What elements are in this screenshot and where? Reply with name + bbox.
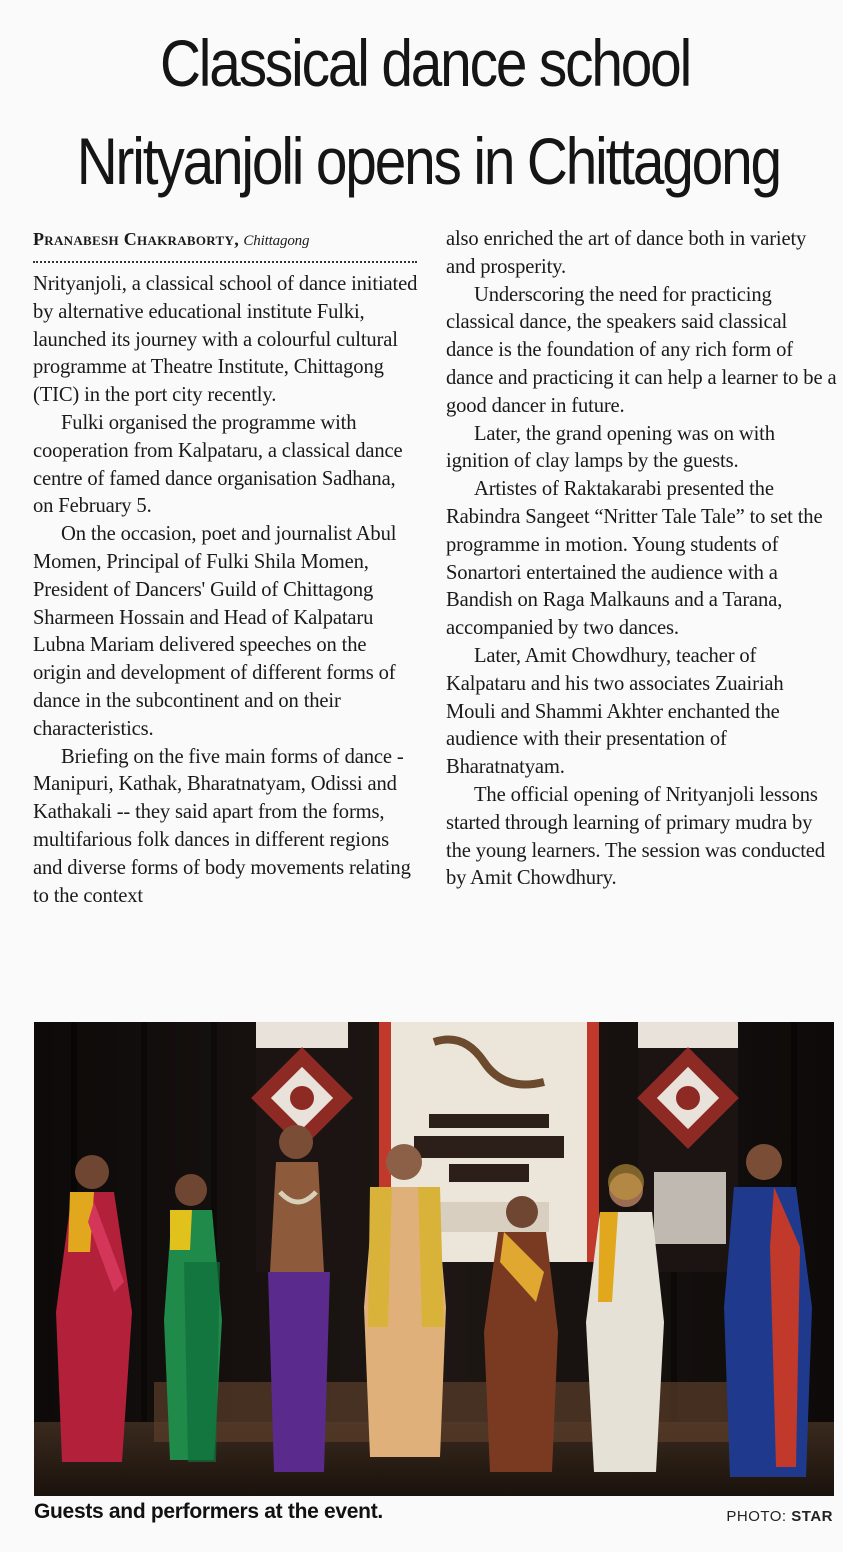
byline	[33, 226, 419, 254]
photo-caption: Guests and performers at the event.	[34, 1500, 383, 1523]
article-column-left	[33, 226, 419, 910]
paragraph: Later, the grand opening was on with ignition of clay lamps by the guests.	[446, 422, 775, 473]
headline	[76, 14, 780, 210]
paragraph: Briefing on the five main forms of dance - Manipuri, Kathak, Bharatnatyam, Odissi and Kathakali -- they said apart from the forms, multifarious folk dances in different regions and diverse forms of body movements relating to the context	[33, 745, 411, 907]
byline-location: Chittagong	[243, 233, 310, 249]
photo-credit-label: PHOTO:	[726, 1508, 787, 1525]
person-guest-1	[364, 1144, 446, 1457]
event-photo-illustration	[34, 1022, 834, 1496]
photo-credit-source: STAR	[791, 1508, 833, 1525]
byline-author: Pranabesh Chakraborty,	[33, 229, 239, 249]
paragraph: Later, Amit Chowdhury, teacher of Kalpataru and his two associates Zuairiah Mouli and Shammi Akhter enchanted the audience with their presentation of Bharatnatyam.	[446, 644, 784, 779]
paragraph: On the occasion, poet and journalist Abul Momen, Principal of Fulki Shila Momen, President of Dancers' Guild of Chittagong Sharmeen Hossain and Head of Kalpataru Lubna Mariam delivered speeches on the origin and development of different forms of dance in the subcontinent and on their characteristics.	[33, 523, 397, 740]
headline-line-2: Nrityanjoli opens in Chittagong	[76, 124, 780, 198]
article-column-right	[446, 226, 838, 893]
event-photo	[34, 1022, 834, 1496]
byline-divider	[33, 255, 417, 263]
photo-credit	[726, 1508, 833, 1525]
paragraph: Fulki organised the programme with cooperation from Kalpataru, a classical dance centre of famed dance organisation Sadhana, on February 5.	[33, 411, 403, 518]
paragraph: also enriched the art of dance both in variety and prosperity.	[446, 228, 807, 278]
paragraph: Nrityanjoli, a classical school of dance initiated by alternative educational institute Fulki, launched its journey with a colourful cultural programme at Theatre Institute, Chittagong (TIC) in the port city recently.	[33, 273, 418, 407]
headline-line-1: Classical dance school	[159, 26, 691, 100]
paragraph: The official opening of Nrityanjoli lessons started through learning of primary mudra by the young learners. The session was conducted by Amit Chowdhury.	[446, 783, 825, 890]
paragraph: Artistes of Raktakarabi presented the Rabindra Sangeet “Nritter Tale Tale” to set the programme in motion. Young students of Sonartori entertained the audience with a Bandish on Raga Malkauns and a Tarana, accompanied by two dances.	[446, 478, 823, 640]
paragraph: Underscoring the need for practicing classical dance, the speakers said classical dance is the foundation of any rich form of dance and practicing it can help a learner to be a good dancer in future.	[446, 283, 837, 417]
